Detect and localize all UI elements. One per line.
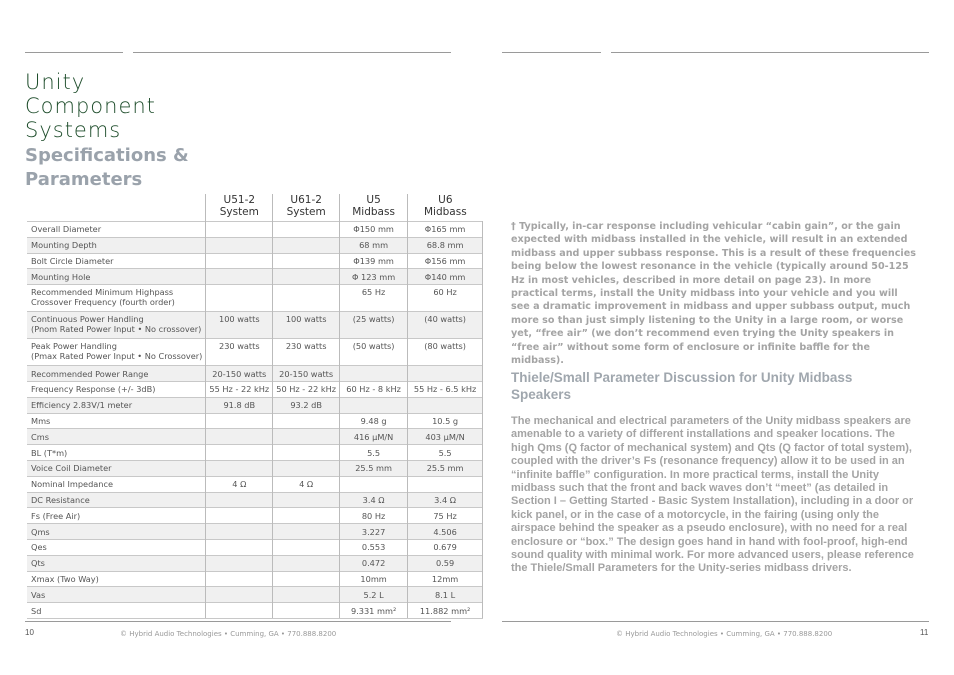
table-row <box>27 445 483 461</box>
table-row <box>27 508 483 524</box>
table-cell: 93.2 dB <box>273 397 340 413</box>
table-cell <box>408 476 483 492</box>
table-cell <box>206 492 273 508</box>
row-label: Qts <box>27 555 206 571</box>
row-label: Fs (Free Air) <box>27 508 206 524</box>
table-row <box>27 413 483 429</box>
table-cell: 100 watts <box>273 312 340 339</box>
footer-rule-left <box>25 621 451 622</box>
table-cell <box>273 555 340 571</box>
page-title <box>25 70 156 142</box>
page-number-right: 11 <box>920 628 929 637</box>
table-cell: 0.59 <box>408 555 483 571</box>
title-line: Unity <box>25 70 86 94</box>
table-cell: 11.882 mm² <box>408 603 483 619</box>
table-cell: 5.5 <box>408 445 483 461</box>
row-label: Sd <box>27 603 206 619</box>
column-header: U5 Midbass <box>340 194 408 222</box>
row-label: Continuous Power Handling (Pnom Rated Power Input • No crossover) <box>27 312 206 339</box>
row-label: BL (T*m) <box>27 445 206 461</box>
row-label: Qms <box>27 524 206 540</box>
table-cell <box>206 508 273 524</box>
row-label: Qes <box>27 539 206 555</box>
page-number-left: 10 <box>25 628 34 637</box>
table-cell: 9.331 mm² <box>340 603 408 619</box>
row-label: Recommended Power Range <box>27 366 206 382</box>
table-cell <box>206 587 273 603</box>
table-row <box>27 366 483 382</box>
table-cell: 4 Ω <box>206 476 273 492</box>
row-label: DC Resistance <box>27 492 206 508</box>
table-cell: Φ165 mm <box>408 222 483 238</box>
table-cell <box>273 524 340 540</box>
table-cell: 75 Hz <box>408 508 483 524</box>
table-cell: 10.5 g <box>408 413 483 429</box>
table-cell: (50 watts) <box>340 339 408 366</box>
table-cell: 3.227 <box>340 524 408 540</box>
table-cell: 0.553 <box>340 539 408 555</box>
table-cell <box>408 397 483 413</box>
row-label: Nominal Impedance <box>27 476 206 492</box>
column-header: U51-2 System <box>206 194 273 222</box>
table-cell <box>273 253 340 269</box>
table-cell <box>273 539 340 555</box>
table-cell <box>273 429 340 445</box>
table-cell: 55 Hz - 6.5 kHz <box>408 381 483 397</box>
table-cell <box>206 603 273 619</box>
table-cell <box>206 285 273 312</box>
row-label: Overall Diameter <box>27 222 206 238</box>
table-cell: 100 watts <box>206 312 273 339</box>
table-cell: Φ 123 mm <box>340 269 408 285</box>
table-cell <box>206 460 273 476</box>
table-row <box>27 285 483 312</box>
table-cell: 416 µM/N <box>340 429 408 445</box>
table-row <box>27 429 483 445</box>
table-cell <box>206 429 273 445</box>
row-label: Mms <box>27 413 206 429</box>
footer-rule-right <box>502 621 929 622</box>
table-cell <box>273 285 340 312</box>
row-label: Vas <box>27 587 206 603</box>
table-row <box>27 476 483 492</box>
table-cell <box>340 397 408 413</box>
table-cell: 5.2 L <box>340 587 408 603</box>
table-cell: 0.679 <box>408 539 483 555</box>
table-cell: 8.1 L <box>408 587 483 603</box>
row-label: Peak Power Handling (Pmax Rated Power Input • No Crossover) <box>27 339 206 366</box>
table-cell <box>206 555 273 571</box>
table-row <box>27 603 483 619</box>
table-cell: 80 Hz <box>340 508 408 524</box>
column-header: U61-2 System <box>273 194 340 222</box>
table-cell <box>206 571 273 587</box>
table-cell <box>206 269 273 285</box>
page-subtitle <box>25 144 189 192</box>
row-label: Frequency Response (+/- 3dB) <box>27 381 206 397</box>
table-row <box>27 381 483 397</box>
table-cell <box>273 222 340 238</box>
table-cell: 55 Hz - 22 kHz <box>206 381 273 397</box>
table-cell: 403 µM/N <box>408 429 483 445</box>
table-cell: Φ140 mm <box>408 269 483 285</box>
section-heading: Thiele/Small Parameter Discussion for Unity Midbass Speakers <box>511 370 853 402</box>
title-line: Systems <box>25 118 122 142</box>
table-row <box>27 460 483 476</box>
header-rule-1 <box>25 52 123 53</box>
table-cell <box>206 237 273 253</box>
table-cell <box>273 445 340 461</box>
table-cell: 10mm <box>340 571 408 587</box>
table-cell: Φ156 mm <box>408 253 483 269</box>
table-cell <box>206 253 273 269</box>
table-cell: Φ150 mm <box>340 222 408 238</box>
table-cell <box>206 539 273 555</box>
table-cell <box>273 571 340 587</box>
header-rule-3 <box>502 52 601 53</box>
table-cell: 5.5 <box>340 445 408 461</box>
table-cell <box>206 524 273 540</box>
row-label: Recommended Minimum Highpass Crossover Frequency (fourth order) <box>27 285 206 312</box>
table-cell: 12mm <box>408 571 483 587</box>
row-label: Mounting Hole <box>27 269 206 285</box>
table-cell <box>273 413 340 429</box>
table-cell <box>408 366 483 382</box>
table-cell <box>273 460 340 476</box>
table-cell: 230 watts <box>206 339 273 366</box>
table-cell: 3.4 Ω <box>340 492 408 508</box>
table-row <box>27 555 483 571</box>
table-cell: 91.8 dB <box>206 397 273 413</box>
table-row <box>27 237 483 253</box>
table-row <box>27 587 483 603</box>
row-label: Cms <box>27 429 206 445</box>
table-cell <box>273 587 340 603</box>
row-label: Efficiency 2.83V/1 meter <box>27 397 206 413</box>
table-cell: Φ139 mm <box>340 253 408 269</box>
table-row <box>27 524 483 540</box>
table-cell: 68.8 mm <box>408 237 483 253</box>
table-body <box>27 222 483 619</box>
table-cell <box>206 222 273 238</box>
table-cell: (80 watts) <box>408 339 483 366</box>
header-rule-4 <box>611 52 929 53</box>
table-cell <box>340 476 408 492</box>
table-cell: 25.5 mm <box>408 460 483 476</box>
table-cell: 60 Hz <box>408 285 483 312</box>
table-cell <box>340 366 408 382</box>
table-cell <box>273 508 340 524</box>
table-cell: (40 watts) <box>408 312 483 339</box>
header-rule-2 <box>133 52 451 53</box>
footer-text-right: © Hybrid Audio Technologies • Cumming, GA • 770.888.8200 <box>616 630 833 638</box>
table-row <box>27 397 483 413</box>
row-label: Mounting Depth <box>27 237 206 253</box>
spec-table <box>27 194 483 619</box>
table-cell <box>206 413 273 429</box>
header-blank <box>27 194 206 222</box>
table-row <box>27 492 483 508</box>
row-label: Bolt Circle Diameter <box>27 253 206 269</box>
table-cell: 25.5 mm <box>340 460 408 476</box>
table-cell: 20-150 watts <box>206 366 273 382</box>
table-cell: 50 Hz - 22 kHz <box>273 381 340 397</box>
table-header-row <box>27 194 483 222</box>
table-row <box>27 253 483 269</box>
row-label: Voice Coil Diameter <box>27 460 206 476</box>
table-row <box>27 539 483 555</box>
column-header: U6 Midbass <box>408 194 483 222</box>
footnote-text: † Typically, in-car response including vehicular “cabin gain”, or the gain expected with midbass installed in the vehicle, will result in an extended midbass and upper subbass response. This is a result of these frequencies being below the lowest resonance in the vehicle (typically around 50-125 Hz in most vehicles, described in more detail on page 23). In more practical terms, install the Unity midbass into your vehicle and you will see a dramatic improvement in midbass and upper subbass output, much more so than just simply listening to the Unity in a large room, or worse yet, “free air” (we don’t recommend even trying the Unity speakers in “free air” without some form of enclosure or infinite baffle for the midbass). <box>511 221 916 367</box>
table-cell: 20-150 watts <box>273 366 340 382</box>
table-row <box>27 222 483 238</box>
table-cell: 3.4 Ω <box>408 492 483 508</box>
footer-text-left: © Hybrid Audio Technologies • Cumming, GA • 770.888.8200 <box>120 630 337 638</box>
table-cell <box>273 269 340 285</box>
section-body: The mechanical and electrical parameters of the Unity midbass speakers are amenable to a variety of different installations and speaker locations. The high Qms (Q factor of mechanical system) and Qts (Q factor of total system), coupled with the driver’s Fs (resonance frequency) allow it to be used in an “infinite baffle” configuration. In more practical terms, install the Unity midbass such that the front and back waves don’t “meet” (as detailed in Section I – Getting Started - Basic System Installation), including in a door or kick panel, or in the case of a motorcycle, in the fairing (using only the airspace behind the speaker as a pseudo enclosure), with no need for a real enclosure or “box.” The design goes hand in hand with fool-proof, high-end sound quality with minimal work. For more advanced users, please reference the Thiele/Small Parameters for the Unity-series midbass drivers. <box>511 415 914 575</box>
row-label: Xmax (Two Way) <box>27 571 206 587</box>
table-cell: 4.506 <box>408 524 483 540</box>
table-cell <box>273 237 340 253</box>
table-cell: 230 watts <box>273 339 340 366</box>
table-row <box>27 269 483 285</box>
table-cell: 68 mm <box>340 237 408 253</box>
table-cell <box>206 445 273 461</box>
subtitle-line: Specifications & <box>25 145 189 166</box>
table-row <box>27 312 483 339</box>
table-row <box>27 339 483 366</box>
table-cell: (25 watts) <box>340 312 408 339</box>
table-cell <box>273 492 340 508</box>
subtitle-line: Parameters <box>25 169 143 190</box>
table-cell: 60 Hz - 8 kHz <box>340 381 408 397</box>
table-row <box>27 571 483 587</box>
table-cell <box>273 603 340 619</box>
table-cell: 0.472 <box>340 555 408 571</box>
table-cell: 65 Hz <box>340 285 408 312</box>
table-cell: 4 Ω <box>273 476 340 492</box>
table-cell: 9.48 g <box>340 413 408 429</box>
title-line: Component <box>25 94 156 118</box>
